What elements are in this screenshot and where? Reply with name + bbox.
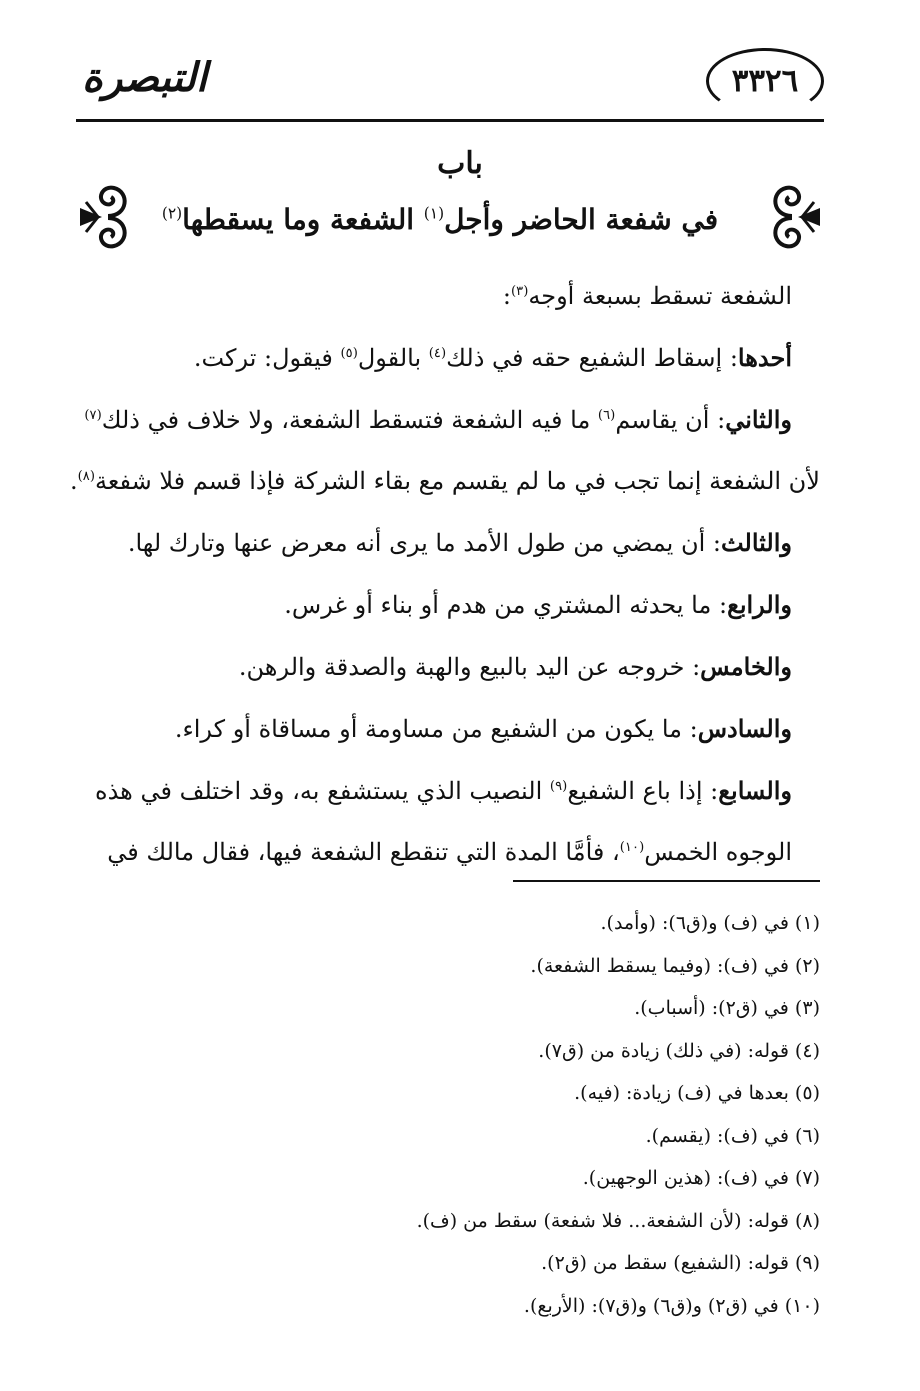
book-title: التبصرة bbox=[82, 54, 208, 101]
item-lead: والخامس bbox=[700, 652, 792, 681]
item-lead: والثاني bbox=[725, 405, 792, 434]
body-text bbox=[69, 266, 820, 883]
paragraph-item-1 bbox=[95, 327, 820, 389]
item-text: . bbox=[69, 467, 78, 495]
item-text: النصيب الذي يستشفع به، وقد اختلف في هذه الوجوه الخمس bbox=[95, 777, 792, 866]
item-text: : خروجه عن اليد بالبيع والهبة والصدقة والرهن. bbox=[238, 653, 701, 681]
item-text: : ما يحدثه المشتري من هدم أو بناء أو غرس. bbox=[284, 591, 728, 619]
chapter-label: باب bbox=[437, 146, 483, 181]
footnote-mark: (٦) bbox=[597, 408, 616, 423]
ornament-right-icon bbox=[762, 172, 822, 262]
intro-colon: : bbox=[502, 282, 511, 310]
header-rule bbox=[76, 119, 824, 122]
footnote: (٢) في (ف): (وفيما يسقط الشفعة). bbox=[530, 954, 820, 977]
paragraph-item-4 bbox=[95, 574, 820, 636]
footnote-mark: (٧) bbox=[84, 408, 102, 423]
page-number-frame bbox=[706, 48, 824, 114]
item-lead: أحدها bbox=[737, 343, 792, 372]
item-text: بالقول bbox=[357, 344, 429, 372]
item-text: : أن يمضي من طول الأمد ما يرى أنه معرض عنها وتارك لها. bbox=[127, 529, 721, 557]
paragraph-intro bbox=[95, 266, 820, 327]
footnotes-list bbox=[95, 902, 820, 1327]
item-text: : ما يكون من الشفيع من مساومة أو مساقاة أو كراء. bbox=[174, 715, 698, 743]
footnote: (٦) في (ف): (يقسم). bbox=[645, 1124, 820, 1147]
footnote-mark: (٨) bbox=[77, 469, 96, 484]
footnote-separator bbox=[513, 880, 820, 882]
footnote-mark: (١) bbox=[423, 204, 445, 223]
item-lead: والثالث bbox=[720, 528, 792, 557]
footnote-mark: (٩) bbox=[549, 779, 568, 794]
footnote-mark: (٢) bbox=[161, 204, 183, 223]
footnote: (٥) بعدها في (ف) زيادة: (فيه). bbox=[574, 1082, 820, 1104]
ornament-left-icon bbox=[78, 172, 138, 262]
page-number: ٣٣٢٦ bbox=[731, 63, 799, 99]
item-text: : إذا باع الشفيع bbox=[567, 777, 719, 805]
paragraph-item-5 bbox=[95, 636, 820, 698]
paragraph-item-3 bbox=[95, 512, 820, 574]
running-header bbox=[76, 48, 824, 124]
footnote-mark: (١٠) bbox=[619, 840, 645, 855]
paragraph-item-2 bbox=[84, 389, 820, 451]
footnote: (٤) قوله: (في ذلك) زيادة من (ق٧). bbox=[538, 1039, 820, 1062]
paragraph-item-6 bbox=[95, 698, 820, 760]
footnote: (٩) قوله: (الشفيع) سقط من (ق٢). bbox=[541, 1252, 820, 1274]
footnote: (٣) في (ق٢): (أسباب). bbox=[634, 997, 820, 1019]
chapter-title-part2: الشفعة وما يسقطها bbox=[182, 203, 424, 236]
item-text: ، فأمَّا المدة التي تنقطع الشفعة فيها، فقال مالك في bbox=[107, 838, 620, 866]
chapter-title-part1: في شفعة الحاضر وأجل bbox=[444, 203, 719, 236]
item-lead: والسادس bbox=[697, 714, 792, 743]
intro-text: الشفعة تسقط بسبعة أوجه bbox=[528, 282, 792, 310]
footnote-mark: (٣) bbox=[510, 284, 529, 299]
footnote: (١٠) في (ق٢) و(ق٦) و(ق٧): (الأربع). bbox=[523, 1294, 820, 1317]
footnote-mark: (٤) bbox=[428, 346, 447, 361]
item-text: : أن يقاسم bbox=[615, 406, 726, 434]
footnote: (٧) في (ف): (هذين الوجهين). bbox=[582, 1167, 820, 1189]
footnote-mark: (٥) bbox=[340, 346, 358, 361]
chapter-title bbox=[150, 203, 730, 236]
item-lead: والسابع bbox=[718, 776, 792, 805]
item-text: فيقول: تركت. bbox=[193, 344, 341, 372]
footnote: (٨) قوله: (لأن الشفعة... فلا شفعة) سقط من (ف). bbox=[416, 1209, 820, 1232]
paragraph-item-7 bbox=[95, 760, 820, 883]
item-text: ما فيه الشفعة فتسقط الشفعة، ولا خلاف في ذلك bbox=[101, 406, 598, 434]
item-text: لأن الشفعة إنما تجب في ما لم يقسم مع بقاء الشركة فإذا قسم فلا شفعة bbox=[95, 467, 820, 495]
paragraph-item-2-cont bbox=[69, 451, 820, 512]
footnote: (١) في (ف) و(ق٦): (وأمد). bbox=[600, 912, 820, 934]
item-text: : إسقاط الشفيع حقه في ذلك bbox=[446, 344, 738, 372]
item-lead: والرابع bbox=[727, 590, 792, 619]
